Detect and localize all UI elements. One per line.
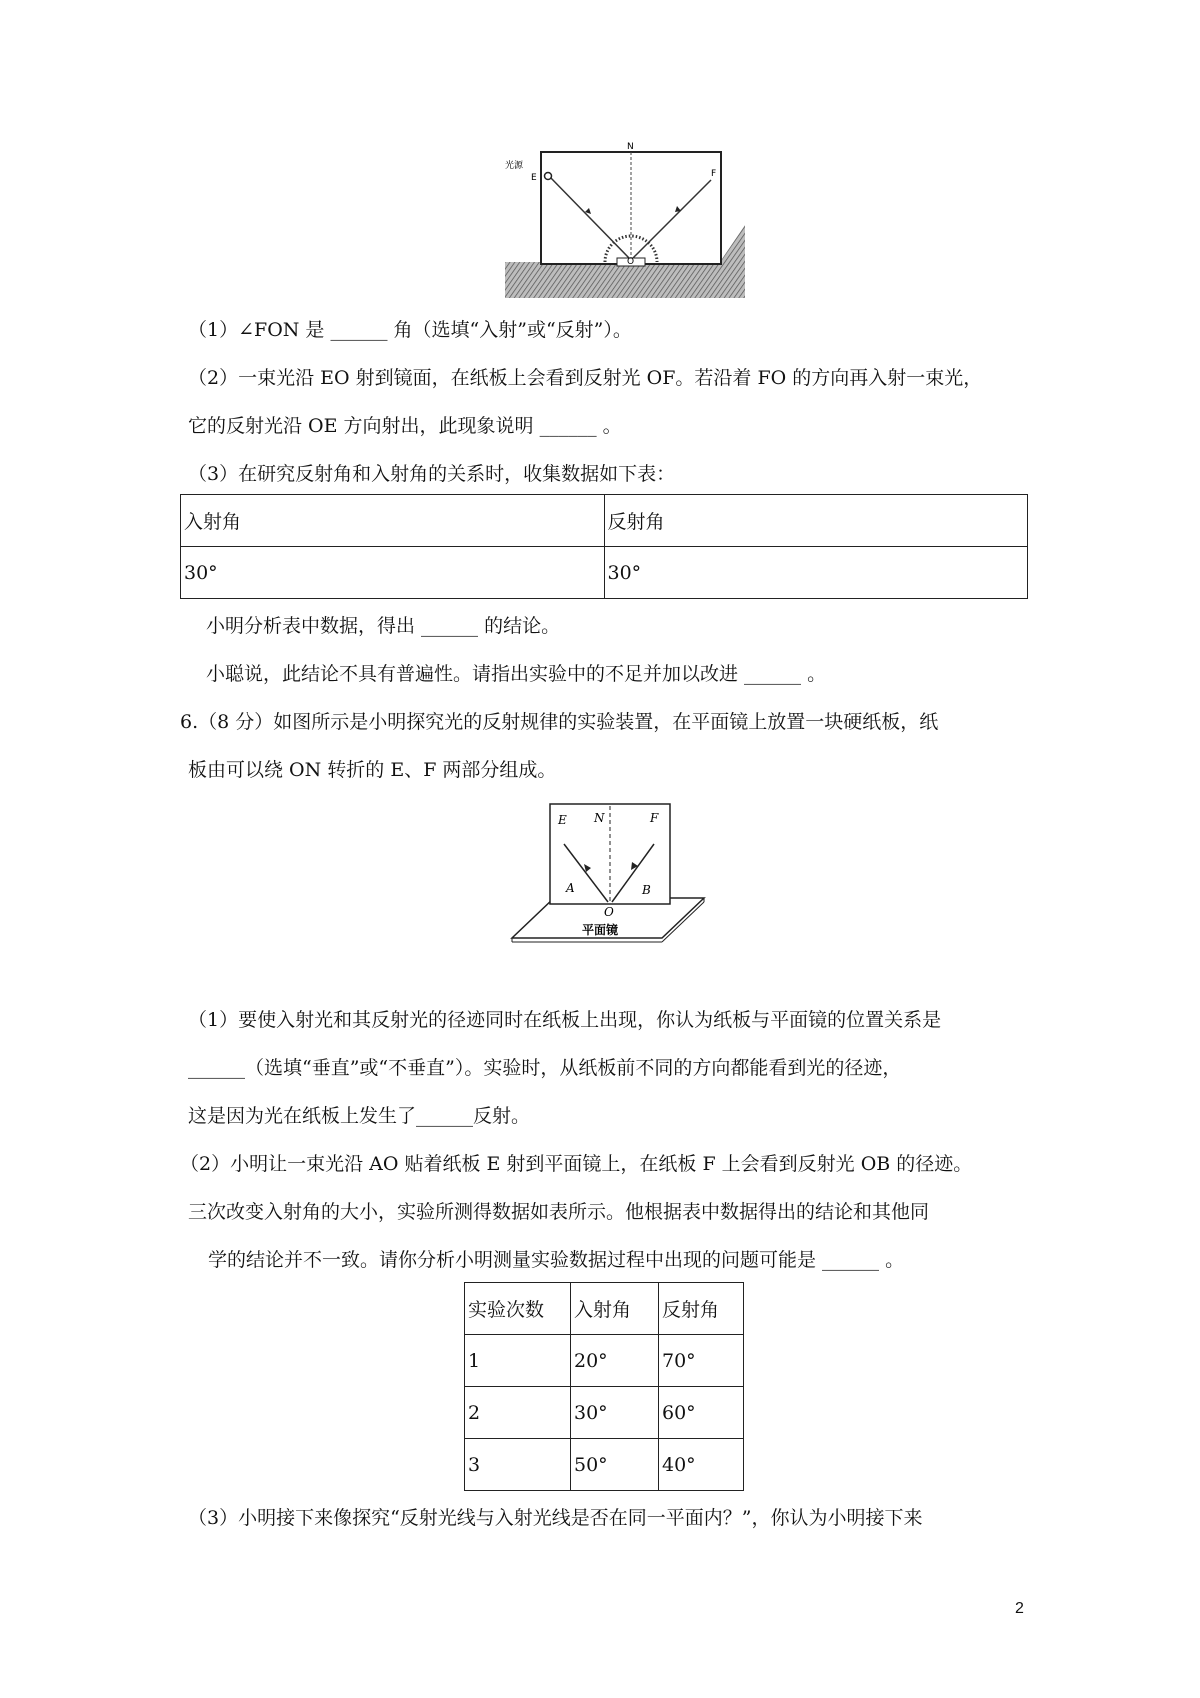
q5-part2-line2: 它的反射光沿 OE 方向射出，此现象说明 ______ 。 xyxy=(188,415,622,437)
table-cell: 30° xyxy=(571,1387,659,1439)
q6-part2-line2: 三次改变入射角的大小，实验所测得数据如表所示。他根据表中数据得出的结论和其他同 xyxy=(188,1201,930,1223)
table-header: 实验次数 xyxy=(465,1283,571,1335)
q5-data-table xyxy=(180,494,1028,599)
figure2-label-a: A xyxy=(566,881,575,895)
q6-part1-line3: 这是因为光在纸板上发生了______反射。 xyxy=(188,1105,531,1127)
figure1-label-o: O xyxy=(627,257,635,267)
table-cell: 70° xyxy=(659,1335,744,1387)
table-cell: 40° xyxy=(659,1439,744,1491)
q5-part3: （3）在研究反射角和入射角的关系时，收集数据如下表： xyxy=(188,463,676,485)
figure2-label-b: B xyxy=(642,883,651,897)
page-number: 2 xyxy=(1015,1600,1024,1617)
figure2-label-o: O xyxy=(604,905,614,919)
figure1-label-f: F xyxy=(711,169,717,179)
table-header: 入射角 xyxy=(571,1283,659,1335)
table-cell: 1 xyxy=(465,1335,571,1387)
table-cell: 60° xyxy=(659,1387,744,1439)
figure2-label-mirror: 平面镜 xyxy=(582,923,619,937)
figure2-label-e: E xyxy=(558,813,567,827)
q6-part3-line1: （3）小明接下来像探究“反射光线与入射光线是否在同一平面内？”，你认为小明接下来 xyxy=(188,1507,923,1529)
table-cell: 30° xyxy=(181,547,605,599)
figure2-label-n: N xyxy=(594,811,605,825)
figure-reflection-apparatus-2 xyxy=(508,802,708,942)
q6-part2-line1: （2）小明让一束光沿 AO 贴着纸板 E 射到平面镜上，在纸板 F 上会看到反射光 OB 的径迹。 xyxy=(180,1153,973,1175)
table-cell: 20° xyxy=(571,1335,659,1387)
q6-stem-line1: 6.（8 分）如图所示是小明探究光的反射规律的实验装置，在平面镜上放置一块硬纸板，纸 xyxy=(180,711,939,733)
q6-part1-line2: ______（选填“垂直”或“不垂直”）。实验时，从纸板前不同的方向都能看到光的径迹， xyxy=(188,1057,902,1079)
q5-part1: （1）∠FON 是 ______ 角（选填“入射”或“反射”）。 xyxy=(188,319,632,341)
q6-data-table xyxy=(464,1282,744,1491)
figure1-label-n: N xyxy=(627,142,634,152)
figure1-label-source: 光源 xyxy=(505,161,524,171)
table-header: 反射角 xyxy=(604,495,1028,547)
table-cell: 3 xyxy=(465,1439,571,1491)
q6-part1-line1: （1）要使入射光和其反射光的径迹同时在纸板上出现，你认为纸板与平面镜的位置关系是 xyxy=(188,1009,942,1031)
figure1-label-e: E xyxy=(531,173,537,183)
table-header: 反射角 xyxy=(659,1283,744,1335)
q6-part2-line3: 学的结论并不一致。请你分析小明测量实验数据过程中出现的问题可能是 ______ 。 xyxy=(208,1249,905,1271)
table-cell: 30° xyxy=(604,547,1028,599)
q5-after-1: 小明分析表中数据，得出 ______ 的结论。 xyxy=(206,615,561,637)
figure2-label-f: F xyxy=(650,811,659,825)
q5-part2-line1: （2）一束光沿 EO 射到镜面，在纸板上会看到反射光 OF。若沿着 FO 的方向再入射一束光， xyxy=(188,367,983,389)
figure-reflection-apparatus-1 xyxy=(505,142,745,300)
table-header: 入射角 xyxy=(181,495,605,547)
table-cell: 50° xyxy=(571,1439,659,1491)
q5-after-2: 小聪说，此结论不具有普遍性。请指出实验中的不足并加以改进 ______ 。 xyxy=(206,663,827,685)
q6-stem-line2: 板由可以绕 ON 转折的 E、F 两部分组成。 xyxy=(188,759,557,781)
table-cell: 2 xyxy=(465,1387,571,1439)
